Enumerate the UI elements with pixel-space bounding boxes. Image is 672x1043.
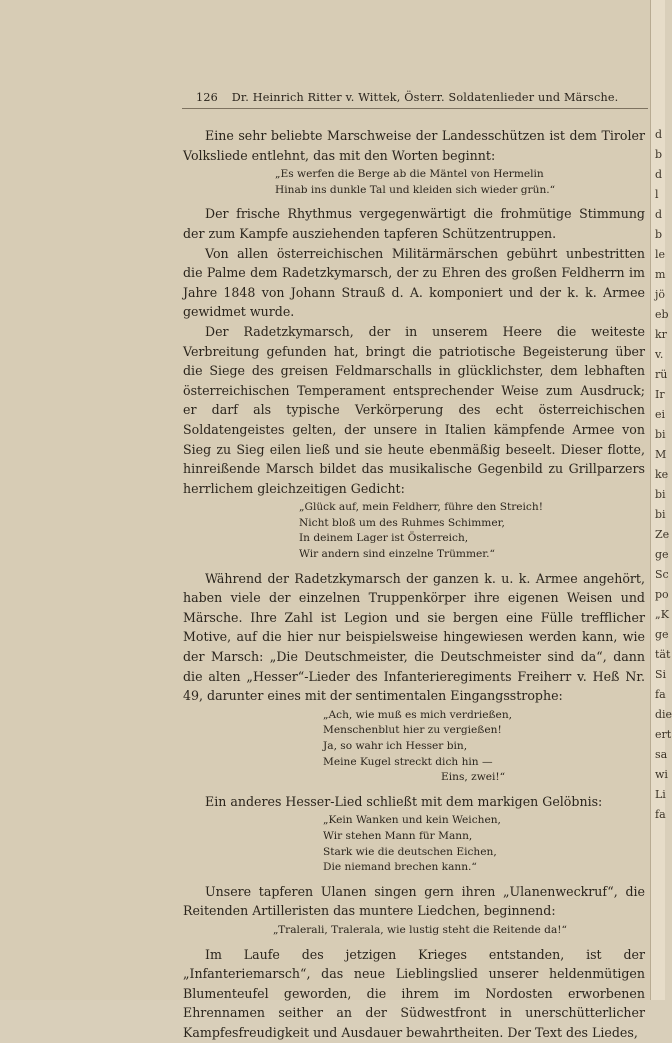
paragraph: Der Radetzkymarsch, der in unserem Heere die weiteste Verbreitung gefunden hat, bringt die patriotische Begeisterung über die Siege des greisen Feldmarschalls in glücklichster, dem lebhaften österreichischen Temperament entsprechender Weise zum Ausdruck; er darf als typische Verkörperung des echt österreichischen Soldatengeistes gelten, der unsere in Italien kämpfende Armee von Sieg zu Sieg eilen ließ und sie heute ebenmäßig beseelt. Dieser flotte, hinreißende Marsch bildet das musikalische Gegenbild zu Grillparzers herrlichem gleichzeitigen Gedicht: (183, 323, 645, 496)
edge-fragment: ert (655, 728, 672, 741)
edge-fragment: „K (655, 608, 669, 621)
edge-fragment: m (655, 268, 666, 281)
verse-line: Meine Kugel streckt dich hin — (323, 755, 493, 768)
verse-grillparzer (183, 500, 645, 562)
verse-line: Die niemand brechen kann.“ (323, 861, 477, 874)
verse-tirol (183, 167, 645, 198)
edge-fragment: Li (655, 788, 666, 801)
edge-fragment: wi (655, 768, 668, 781)
header-rule (182, 108, 648, 109)
edge-fragment: Ze (655, 528, 670, 541)
paragraph: Unsere tapferen Ulanen singen gern ihren „Ulanenweckruf“, die Reitenden Artilleristen das muntere Liedchen, beginnend: (183, 883, 645, 919)
edge-fragment: M (655, 448, 667, 461)
edge-fragment: sa (655, 748, 668, 761)
edge-fragment: ei (655, 408, 666, 421)
edge-fragment: ge (655, 628, 669, 641)
edge-fragment: bi (655, 508, 666, 521)
verse-line: „Kein Wanken und kein Weichen, (323, 814, 501, 827)
edge-fragment: kr (655, 328, 667, 341)
page-body (183, 126, 645, 1043)
edge-fragment: jö (655, 288, 666, 301)
running-title: Dr. Heinrich Ritter v. Wittek, Österr. Soldatenlieder und Märsche. (231, 91, 619, 104)
verse-line: „Es werfen die Berge ab die Mäntel von Hermelin (275, 168, 544, 181)
edge-fragment: tät (655, 648, 671, 661)
paragraph: Eine sehr beliebte Marschweise der Landesschützen ist dem Tiroler Volksliede entlehnt, das mit den Worten beginnt: (183, 128, 645, 163)
edge-fragment: fa (655, 808, 666, 821)
edge-fragment: eb (655, 308, 669, 321)
edge-fragment: die (655, 708, 672, 721)
edge-fragment: Ir (655, 388, 665, 401)
verse-line: Wir stehen Mann für Mann, (323, 829, 473, 842)
verse-line: Wir andern sind einzelne Trümmer.“ (299, 548, 495, 561)
verse-line: In deinem Lager ist Österreich, (299, 532, 469, 545)
edge-fragment: rü (655, 368, 668, 381)
paragraph: Der frische Rhythmus vergegenwärtigt die frohmütige Stimmung der zum Kampfe ausziehenden tapferen Schützentruppen. (183, 206, 645, 241)
running-header (196, 91, 619, 104)
verse-artillerie (183, 923, 645, 939)
edge-fragment: Si (655, 668, 667, 681)
edge-fragment: d (655, 208, 663, 221)
verse-line: Menschenblut hier zu vergießen! (323, 724, 502, 737)
edge-fragment: Sc (655, 568, 669, 581)
edge-fragment: v. (655, 348, 664, 361)
edge-fragment: l (655, 188, 659, 201)
edge-fragment: ke (655, 468, 669, 481)
page-number: 126 (196, 91, 218, 104)
edge-fragment: le (655, 248, 666, 261)
verse-line: Stark wie die deutschen Eichen, (323, 845, 497, 858)
edge-fragment: d (655, 168, 663, 181)
edge-fragment: b (655, 148, 663, 161)
verse-line: Nicht bloß um des Ruhmes Schimmer, (299, 516, 505, 529)
verse-line: „Glück auf, mein Feldherr, führe den Streich! (299, 501, 543, 514)
next-page-edge (650, 0, 672, 1000)
edge-fragment: bi (655, 428, 666, 441)
paragraph: Während der Radetzkymarsch der ganzen k. u. k. Armee angehört, haben viele der einzelnen Truppenkörper ihre eigenen Weisen und Märsche. Ihre Zahl ist Legion und sie bergen eine Fülle trefflicher Motive, auf die hier nur beispielsweise hingewiesen werden kann, wie der Marsch: „Die Deutschmeister, die Deutschmeister sind da“, dann die alten „Hesser“-Lieder des Infanterieregiments Freiherr v. Heß Nr. 49, darunter eines mit der sentimentalen Eingangsstrophe: (183, 570, 645, 704)
verse-hesser-1 (183, 708, 645, 786)
edge-fragment: b (655, 228, 663, 241)
verse-line: Hinab ins dunkle Tal und kleiden sich wieder grün.“ (275, 183, 556, 196)
edge-fragment: ge (655, 548, 669, 561)
edge-fragment: bi (655, 488, 666, 501)
verse-line: Ja, so wahr ich Hesser bin, (323, 740, 468, 752)
verse-hesser-2 (183, 813, 645, 875)
edge-fragment: po (655, 588, 669, 601)
edge-fragment: fa (655, 688, 666, 701)
verse-line: „Tralerali, Tralerala, wie lustig steht die Reitende da!“ (273, 923, 567, 936)
paragraph: Von allen österreichischen Militärmärschen gebührt unbestritten die Palme dem Radetzkymarsch, der zu Ehren des großen Feldherrn im Jahre 1848 von Johann Strauß d. A. komponiert und der k. k. Armee gewidmet wurde. (183, 245, 645, 320)
paragraph: Ein anderes Hesser-Lied schließt mit dem markigen Gelöbnis: (205, 793, 603, 809)
edge-fragment: d (655, 128, 663, 141)
verse-line: „Ach, wie muß es mich verdrießen, (323, 708, 513, 721)
verse-line: Eins, zwei!“ (441, 771, 506, 784)
paragraph: Im Laufe des jetzigen Krieges entstanden, ist der „Infanteriemarsch“, das neue Lieblingslied unserer heldenmütigen Blumenteufel geworden, die ihrem im Nordosten erworbenen Ehrennamen seither an der Südwestfront in unerschütterlicher Kampfesfreudigkeit und Ausdauer bewahrtheiten. Der Text des Liedes, (183, 946, 645, 1040)
